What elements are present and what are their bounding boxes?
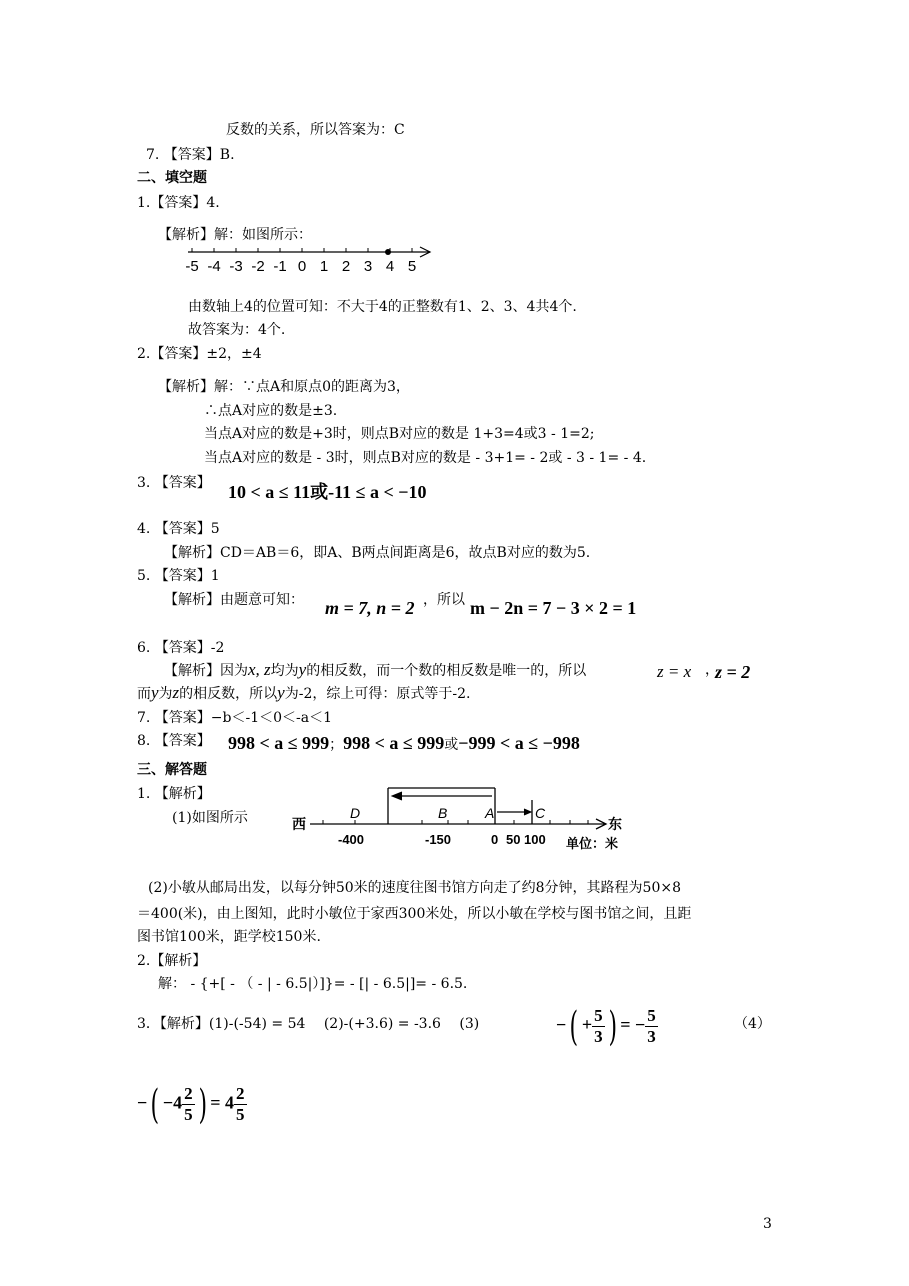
- numerator: 2: [236, 1084, 245, 1103]
- value-label: 50: [506, 832, 521, 847]
- paren: ): [198, 1081, 207, 1128]
- tick-label: -4: [207, 258, 221, 275]
- math-expression: z = x: [657, 662, 692, 681]
- numerator: 2: [184, 1084, 193, 1103]
- tick-label: 1: [319, 258, 329, 275]
- math-expression: m = 7, n = 2: [325, 598, 415, 618]
- answer-line: 7. 【答案】−b＜-1＜0＜-a＜1: [137, 710, 333, 726]
- minus: −: [634, 1014, 646, 1035]
- question-number: （4）: [734, 1016, 771, 1032]
- tick-label: 0: [297, 258, 307, 275]
- answer-line: 1.【答案】4.: [137, 195, 220, 211]
- text-line: 故答案为：4个.: [188, 322, 286, 338]
- text: 的相反数，而一个数的相反数是唯一的，所以: [306, 663, 587, 679]
- denominator: 5: [236, 1105, 245, 1124]
- tick-label: 2: [341, 258, 351, 275]
- text-line: 解： - {+[ - （ - | - 6.5|）]}= - [| - 6.5|]= - 6.5.: [158, 976, 468, 992]
- text: ，: [705, 662, 719, 678]
- east-label: 东: [608, 816, 622, 832]
- analysis-line: [137, 683, 470, 704]
- text-line: 当点A对应的数是 - 3时，则点B对应的数是 - 3+1= - 2或 - 3 - 1= - 4.: [204, 450, 647, 466]
- text: 【解析】因为: [164, 663, 248, 679]
- math-var: z: [172, 683, 180, 702]
- analysis-line: 2.【解析】: [137, 953, 207, 969]
- math-expression: 10 < a ≤ 11或-11 ≤ a < −10: [228, 482, 427, 502]
- answer-line: 6. 【答案】-2: [137, 640, 225, 656]
- fraction: [592, 1006, 605, 1047]
- math-var: y: [151, 683, 159, 702]
- point-label: D: [350, 805, 361, 821]
- text-line: 反数的关系，所以答案为：C: [226, 122, 405, 138]
- analysis-line: 【解析】解：∵点A和原点0的距离为3，: [158, 379, 410, 395]
- text-line: ＝400(米)，由上图知，此时小敏位于家西300米处，所以小敏在学校与图书馆之间，且距: [137, 906, 692, 922]
- math: −999 < a ≤ −998: [458, 733, 580, 753]
- value-label: 100: [524, 832, 546, 847]
- point-label: B: [438, 805, 448, 821]
- math-var: y: [298, 660, 307, 679]
- analysis-line: 1. 【解析】: [137, 786, 211, 802]
- minus: −: [556, 1014, 567, 1035]
- denominator: 5: [184, 1105, 193, 1124]
- math-expression-q3: [556, 1003, 658, 1050]
- text-line: ，所以: [423, 592, 465, 608]
- answer-line: 4. 【答案】5: [137, 521, 220, 537]
- denominator: 3: [647, 1027, 656, 1046]
- text-line: 图书馆100米，距学校150米.: [137, 929, 321, 945]
- text-line: (1)如图所示: [172, 810, 248, 826]
- tick-label: -5: [185, 258, 199, 275]
- section-heading: 三、解答题: [137, 762, 207, 778]
- text: 均为: [270, 663, 299, 679]
- text: 而: [137, 686, 151, 702]
- text: 的相反数，所以: [179, 686, 278, 702]
- text-line: 当点A对应的数是+3时，则点B对应的数是 1+3=4或3 - 1=2;: [204, 426, 595, 442]
- value-label: -400: [338, 832, 365, 847]
- value-label: -150: [425, 832, 452, 847]
- fraction: [645, 1006, 658, 1047]
- denominator: 3: [594, 1027, 603, 1046]
- number-line-figure: [180, 244, 440, 276]
- text-line: (2)小敏从邮局出发，以每分钟50米的速度往图书馆方向走了约8分钟，其路程为50×8: [148, 880, 682, 896]
- analysis-line: 【解析】解：如图所示：: [158, 227, 312, 243]
- math: 998 < a ≤ 999: [343, 733, 445, 753]
- equals: =: [620, 1014, 631, 1035]
- tick-label: -1: [273, 258, 287, 275]
- analysis-line: 【解析】CD＝AB＝6，即A、B两点间距离是6，故点B对应的数为5.: [164, 545, 591, 561]
- answer-line: 3. 【答案】: [137, 475, 211, 491]
- text: 或: [444, 737, 459, 753]
- math-var: x, z: [248, 660, 271, 679]
- west-label: 西: [292, 816, 306, 832]
- integer: −4: [162, 1092, 183, 1113]
- answer-line: 5. 【答案】1: [137, 568, 220, 584]
- paren: (: [569, 1003, 579, 1050]
- answer-line: 2.【答案】±2，±4: [137, 346, 262, 362]
- unit-label: 单位：米: [566, 836, 619, 851]
- math: 998 < a ≤ 999: [228, 733, 330, 753]
- page-number: 3: [763, 1216, 772, 1232]
- sign: +: [581, 1014, 593, 1035]
- point-label: A: [485, 805, 495, 821]
- marked-point: [385, 249, 391, 255]
- math-var: y: [277, 683, 285, 702]
- point-label: C: [535, 805, 546, 821]
- math-expression: z = 2: [715, 662, 751, 682]
- equals: = 4: [210, 1092, 235, 1113]
- tick-label: -2: [251, 258, 265, 275]
- fraction: [234, 1084, 247, 1125]
- section-heading: 二、填空题: [137, 170, 207, 186]
- tick-label: -3: [229, 258, 243, 275]
- minus: −: [137, 1092, 148, 1113]
- text: 为-2，综上可得：原式等于-2.: [284, 686, 471, 702]
- map-number-line-figure: [288, 778, 628, 858]
- numerator: 5: [647, 1006, 656, 1025]
- text-line: ∴点A对应的数是±3.: [204, 403, 338, 419]
- math-expression-q4: [137, 1081, 247, 1128]
- tick-label: 4: [385, 258, 395, 275]
- analysis-line: 3．【解析】(1)-(-54) = 54 (2)-(+3.6) = -3.6 (3): [137, 1016, 480, 1032]
- answer-line: 8. 【答案】: [137, 733, 211, 749]
- text-line: 由数轴上4的位置可知：不大于4的正整数有1、2、3、4共4个.: [188, 299, 577, 315]
- fraction: [182, 1084, 195, 1125]
- text: 为: [158, 686, 173, 702]
- numerator: 5: [594, 1006, 603, 1025]
- math-expression: [228, 733, 580, 755]
- paren: ): [608, 1003, 617, 1050]
- answer-line: 7. 【答案】B.: [146, 147, 235, 163]
- tick-label: 3: [363, 258, 373, 275]
- tick-label: 5: [407, 258, 417, 275]
- analysis-line: [164, 660, 586, 681]
- value-label: 0: [491, 832, 499, 847]
- analysis-line: 【解析】由题意可知：: [164, 592, 304, 608]
- text: ；: [329, 737, 344, 753]
- math-expression: m − 2n = 7 − 3 × 2 = 1: [470, 598, 637, 618]
- paren: (: [150, 1081, 160, 1128]
